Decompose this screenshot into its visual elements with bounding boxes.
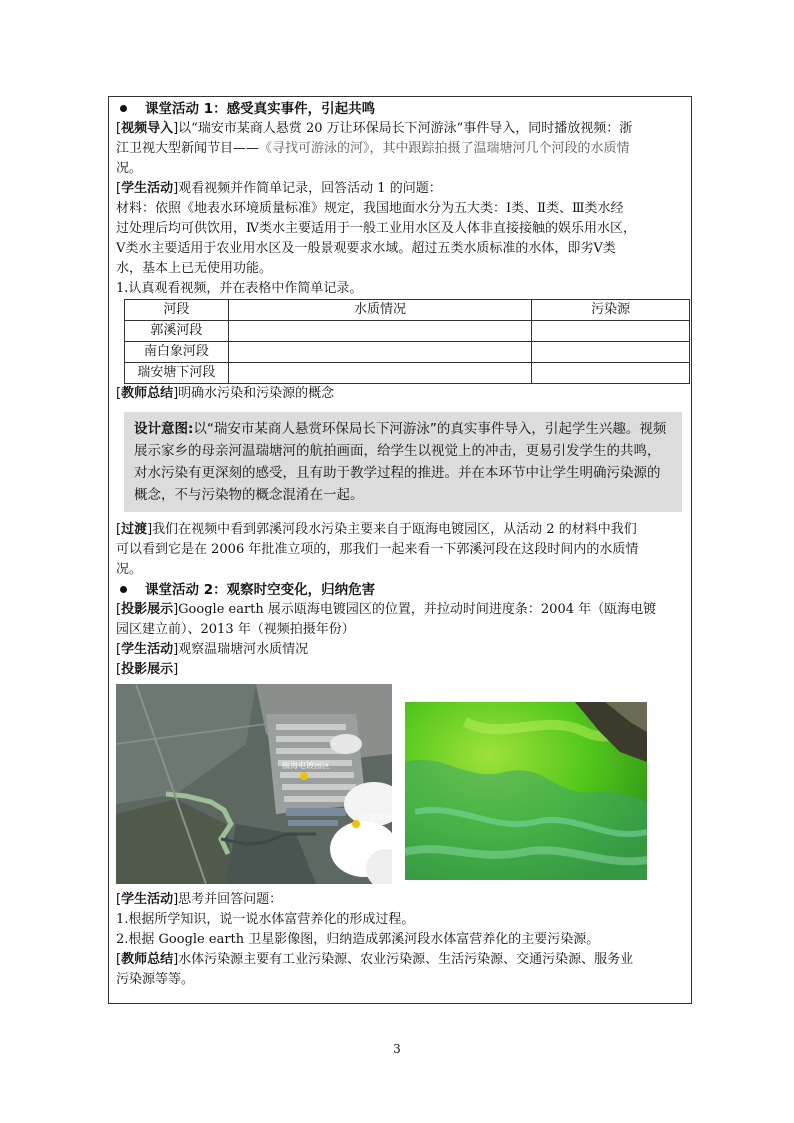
transition-line-1: [过渡]我们在视频中看到郭溪河段水污染主要来自于瓯海电镀园区，从活动 2 的材料中我们 (116, 522, 637, 537)
student-activity-3: [学生活动]思考并回答问题： (116, 892, 283, 907)
bullet-icon (120, 586, 127, 593)
material-line-1: 材料：依照《地表水环境质量标准》规定，我国地面水分为五大类：Ⅰ类、Ⅱ类、Ⅲ类水经 (116, 201, 624, 216)
transition-line-2: 可以看到它是在 2006 年批准立项的，那我们一起来看一下郭溪河段在这段时间内的水质情 (116, 542, 639, 557)
activity2-heading: 课堂活动 2：观察时空变化，归纳危害 (116, 580, 688, 600)
row-river-name: 郭溪河段 (125, 321, 229, 342)
marker-icon (352, 820, 360, 828)
material-line-3: Ⅴ类水主要适用于农业用水区及一般景观要求水域。超过五类水质标准的水体，即劣Ⅴ类 (116, 241, 616, 256)
video-intro-line-2: 江卫视大型新闻节目——《寻找可游泳的河》，其中跟踪拍摄了温瑞塘河几个河段的水质情 (116, 141, 630, 156)
map-label-river: 温瑞塘河 (360, 813, 392, 822)
algae-photo-svg (405, 702, 647, 880)
marker-icon (300, 772, 308, 780)
satellite-image (116, 684, 392, 884)
student-activity-tag: [学生活动] (116, 181, 179, 196)
table-row (125, 321, 690, 342)
student-activity-1: [学生活动]观看视频并作简单记录，回答活动 1 的问题： (116, 181, 442, 196)
pollution-source-cell[interactable] (532, 342, 690, 363)
pollution-source-cell[interactable] (532, 363, 690, 384)
lesson-content (116, 99, 688, 990)
material-line-4: 水，基本上已无使用功能。 (116, 261, 273, 276)
design-intent-text: 以“瑞安市某商人悬赏环保局长下河游泳”的真实事件导入，引起学生兴趣。视频展示家乡的母亲河温瑞塘河的航拍画面，给学生以视觉上的冲击，更易引发学生的共鸣，对水污染有更深刻的感受，且有助于教学过程的推进。并在本环节中让学生明确污染源的概念，不与污染物的概念混淆在一起。 (134, 421, 667, 503)
map-label-park: 瓯海电镀园区 (282, 761, 330, 770)
projection-line-2: 园区建立前）、2013 年（视频拍摄年份） (116, 622, 355, 637)
transition-line-3: 况。 (116, 562, 143, 577)
student-activity-tag: [学生活动] (116, 642, 179, 657)
activity1-heading: 课堂活动 1：感受真实事件，引起共鸣 (116, 99, 688, 119)
row-river-name: 瑞安塘下河段 (125, 363, 229, 384)
algae-bloom-photo (405, 702, 647, 880)
teacher-summary-2: [教师总结]水体污染源主要有工业污染源、农业污染源、生活污染源、交通污染源、服务业 (116, 952, 634, 967)
video-intro-line-3: 况。 (116, 161, 143, 176)
header-pollution-source: 污染源 (532, 300, 690, 321)
record-table-header (125, 300, 690, 321)
design-intent-box (124, 412, 682, 512)
header-river-section: 河段 (125, 300, 229, 321)
video-intro-tag: [视频导入] (116, 121, 179, 136)
page-number: 3 (393, 1042, 401, 1056)
projection-2 (116, 660, 688, 680)
bullet-icon (120, 105, 127, 112)
projection-tag: [投影展示] (116, 662, 179, 677)
question-1: 1.根据所学知识，说一说水体富营养化的形成过程。 (116, 912, 415, 927)
question-2: 2.根据 Google earth 卫星影像图，归纳造成郭溪河段水体富营养化的主要污染源。 (116, 932, 600, 947)
satellite-map-svg (116, 684, 392, 884)
video-intro-line-1: [视频导入]以“瑞安市某商人悬赏 20 万让环保局长下河游泳”事件导入，同时播放视频：浙 (116, 121, 633, 136)
record-table (124, 299, 690, 384)
task-1: 1.认真观看视频，并在表格中作简单记录。 (116, 281, 363, 296)
table-row (125, 363, 690, 384)
water-quality-cell[interactable] (228, 321, 531, 342)
row-river-name: 南白象河段 (125, 342, 229, 363)
image-row (116, 684, 688, 890)
projection-tag: [投影展示] (116, 602, 179, 617)
teacher-summary-1: [教师总结]明确水污染和污染源的概念 (116, 386, 335, 401)
teacher-summary-2-cont: 污染源等等。 (116, 972, 195, 987)
student-activity-2: [学生活动]观察温瑞塘河水质情况 (116, 642, 309, 657)
header-water-quality: 水质情况 (228, 300, 531, 321)
table-row (125, 342, 690, 363)
student-activity-tag: [学生活动] (116, 892, 179, 907)
water-quality-cell[interactable] (228, 363, 531, 384)
water-quality-cell[interactable] (228, 342, 531, 363)
projection-line-1: [投影展示]Google earth 展示瓯海电镀园区的位置，并拉动时间进度条：2004 年（瓯海电镀 (116, 602, 657, 617)
teacher-summary-tag: [教师总结] (116, 952, 179, 967)
pollution-source-cell[interactable] (532, 321, 690, 342)
design-intent-label: 设计意图: (134, 421, 194, 437)
teacher-summary-tag: [教师总结] (116, 386, 179, 401)
material-line-2: 过处理后均可供饮用，Ⅳ类水主要适用于一般工业用水区及人体非直接接触的娱乐用水区， (116, 221, 636, 236)
transition-tag: [过渡] (116, 522, 153, 537)
